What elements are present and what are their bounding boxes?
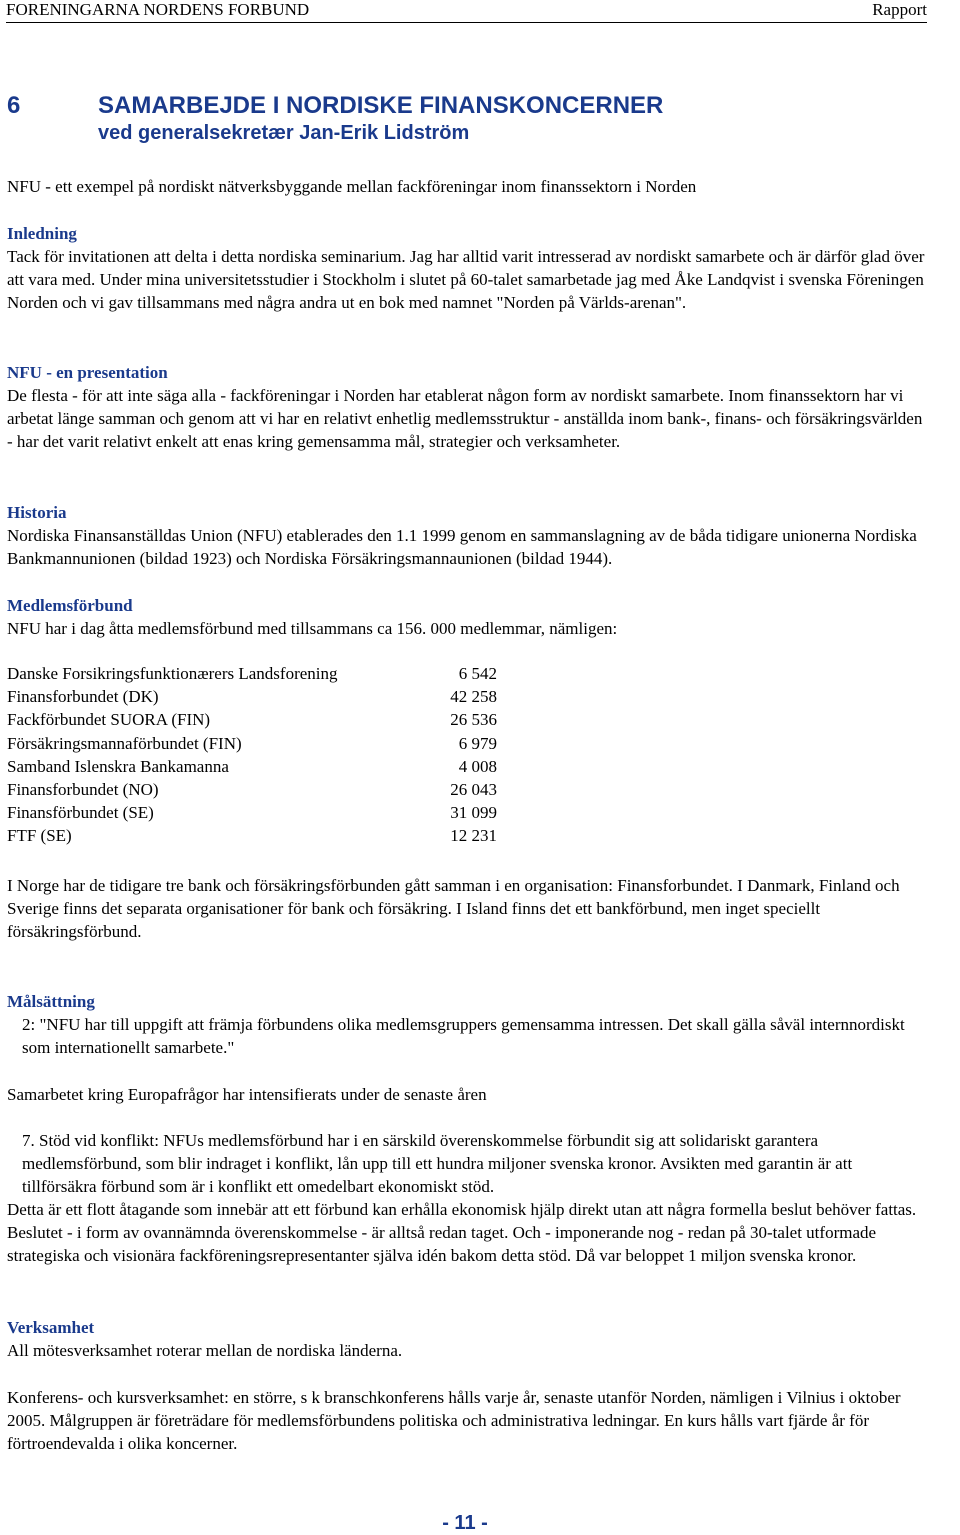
section-text-presentation: De flesta - för att inte säga alla - fackföreningar i Norden har etablerat någon form av nordiskt samarbete. Inom finanssektorn har vi arbetat länge samman och genom att vi har en relativt enhetlig medlemsstruktur - anställda inom bank-, finans- och försäkringsvärlden - har det varit relativt enkelt att enas kring gemensamma mål, strategier och verksamheter. bbox=[7, 386, 923, 451]
member-count: 26 536 bbox=[450, 710, 497, 730]
member-row bbox=[7, 801, 497, 824]
chapter-title: SAMARBEJDE I NORDISKE FINANSKONCERNER bbox=[98, 92, 664, 119]
section-medlemsforbund bbox=[7, 594, 927, 640]
section-title-medlemsforbund: Medlemsförbund bbox=[7, 596, 133, 615]
section-text-historia: Nordiska Finansanställdas Union (NFU) etablerades den 1.1 1999 genom en sammanslagning av de båda tidigare unionerna Nordiska Bankmannunionen (bildad 1923) och Nordiska Försäkringsmannaunionen (bildad 1944). bbox=[7, 526, 917, 568]
page-footer bbox=[0, 1512, 930, 1535]
section-text-medlemsforbund: NFU har i dag åtta medlemsförbund med tillsammans ca 156. 000 medlemmar, nämligen: bbox=[7, 619, 618, 638]
member-name: Samband Islenskra Bankamanna bbox=[7, 756, 229, 776]
member-row bbox=[7, 685, 497, 708]
member-name: Försäkringsmannaförbundet (FIN) bbox=[7, 733, 242, 753]
intro-line: NFU - ett exempel på nordiskt nätverksbyggande mellan fackföreningar inom finanssektorn i Norden bbox=[7, 177, 697, 196]
section-text-inledning: Tack för invitationen att delta i detta nordiska seminarium. Jag har alltid varit intresserad av nordiskt samarbete och är därför glad över att vara med. Under mina universitetsstudier i Stockholm i slutet på 60-talet samarbetade jag med Åke Landqvist i svenska Föreningen Norden och vi gav tillsammans med några andra ut en bok med namnet "Norden på Världs-arenan". bbox=[7, 247, 925, 312]
member-name: Danske Forsikringsfunktionærers Landsforening bbox=[7, 664, 338, 683]
member-count: 6 542 bbox=[458, 664, 497, 683]
member-name: Finansforbundet (DK) bbox=[7, 687, 159, 707]
member-count: 42 258 bbox=[450, 687, 497, 707]
member-count: 31 099 bbox=[450, 803, 497, 823]
header-document-type: Rapport bbox=[872, 0, 927, 19]
chapter-number: 6 bbox=[7, 92, 21, 119]
member-name: Finansförbundet (SE) bbox=[7, 803, 154, 823]
member-row bbox=[7, 662, 497, 685]
section-title-inledning: Inledning bbox=[7, 224, 77, 243]
member-list bbox=[7, 662, 497, 848]
section-title-historia: Historia bbox=[7, 503, 67, 522]
member-name: FTF (SE) bbox=[7, 826, 72, 846]
member-row bbox=[7, 778, 497, 801]
konferens-text: Konferens- och kursverksamhet: en större, s k branschkonferens hålls varje år, senaste utanför Norden, nämligen i Vilnius i oktober 2005. Målgruppen är företrädare för medlemsförbundens politiska och administrativa ledningar. En kurs hålls vart fjärde år för förtroendevalda i olika koncerner. bbox=[7, 1388, 901, 1453]
member-count: 4 008 bbox=[458, 756, 497, 776]
konflikt-text: 7. Stöd vid konflikt: NFUs medlemsförbund har i en särskild överenskommelse förbundit sig att solidariskt garantera medlemsförbund, som blir indraget i konflikt, lån upp till ett hundra miljoner svenska kronor. Avsikten med garantin är att tillförsäkra förbund som är i konflikt ett omedelbart ekonomiskt stöd. bbox=[22, 1131, 853, 1196]
page-header bbox=[6, 0, 927, 23]
section-presentation bbox=[7, 361, 927, 453]
chapter-subtitle: ved generalsekretær Jan-Erik Lidström bbox=[98, 122, 470, 144]
section-malsattning bbox=[7, 990, 927, 1059]
member-count: 26 043 bbox=[450, 779, 497, 799]
member-row bbox=[7, 824, 497, 847]
medlemsforbund-after-text: I Norge har de tidigare tre bank och försäkringsförbunden gått samman i en organisation: Finansforbundet. I Danmark, Finland och Sverige finns det separata organisationer för bank och försäkring. I Island finns det ett bankförbund, men inget speciellt försäkringsförbund. bbox=[7, 876, 900, 941]
member-row bbox=[7, 732, 497, 755]
member-name: Finansforbundet (NO) bbox=[7, 779, 159, 799]
section-title-malsattning: Målsättning bbox=[7, 992, 95, 1011]
section-text-malsattning: 2: "NFU har till uppgift att främja förbundens olika medlemsgruppers gemensamma intressen. Det skall gälla såväl internnordiskt som internationellt samarbete." bbox=[22, 1015, 905, 1057]
section-historia bbox=[7, 501, 927, 570]
header-organization: FORENINGARNA NORDENS FORBUND bbox=[6, 0, 310, 19]
section-text-verksamhet: All mötesverksamhet roterar mellan de nordiska länderna. bbox=[7, 1341, 403, 1360]
section-title-verksamhet: Verksamhet bbox=[7, 1318, 95, 1337]
ataganden-text: Detta är ett flott åtagande som innebär att ett förbund kan erhålla ekonomisk hjälp direkt utan att några formella beslut behöver fattas. Beslutet - i form av ovannämnda överenskommelse - är alltså redan taget. Och - imponerande nog - redan på 30-talet utformade strategiska och visionära fackföreningsrepresentanter själva idén bakom detta stöd. Då var beloppet 1 miljon svenska kronor. bbox=[7, 1200, 917, 1265]
europa-line: Samarbetet kring Europafrågor har intensifierats under de senaste åren bbox=[7, 1085, 487, 1104]
member-count: 6 979 bbox=[458, 733, 497, 753]
section-inledning bbox=[7, 222, 927, 314]
member-name: Fackförbundet SUORA (FIN) bbox=[7, 710, 211, 730]
section-title-presentation: NFU - en presentation bbox=[7, 363, 168, 382]
member-count: 12 231 bbox=[450, 826, 497, 846]
member-row bbox=[7, 708, 497, 731]
page-number: - 11 - bbox=[442, 1512, 488, 1534]
section-verksamhet bbox=[7, 1316, 927, 1362]
member-row bbox=[7, 755, 497, 778]
